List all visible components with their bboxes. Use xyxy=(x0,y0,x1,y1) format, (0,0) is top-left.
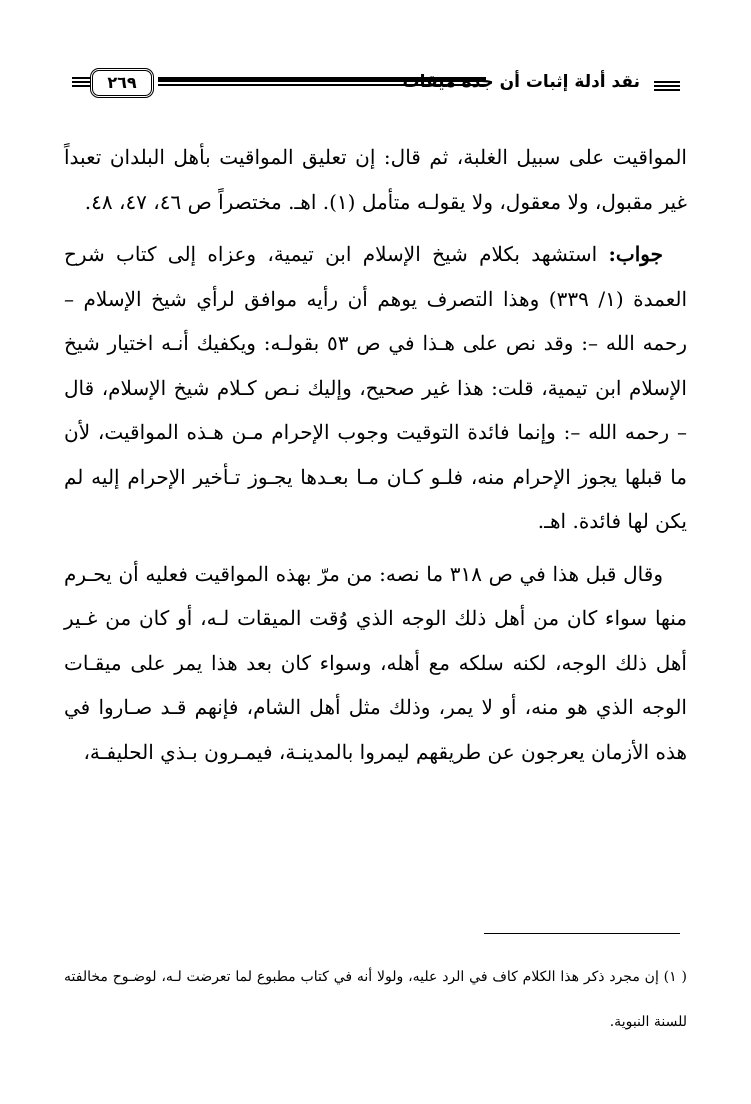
page-number-box xyxy=(90,68,154,98)
running-header xyxy=(72,68,680,104)
paragraph: وقال قبل هذا في ص ٣١٨ ما نصه: من مرّ بهذه المواقيت فعليه أن يحـرم منها سواء كان من أهل ذلك الوجه الذي وُقت الميقات لـه، أو كان من غـير أهل ذلك الوجه، لكنه سلكه مع أهله، وسواء كان بعد هذا يمر على ميقـات الوجه الذي هو منه، أو لا يمر، وذلك مثل أهل الشام، فإنهم قـد صـاروا في هذه الأزمان يعرجون عن طريقهم ليمروا بالمدينـة، فيمـرون بـذي الحليفـة، xyxy=(64,561,687,764)
header-ornament-right xyxy=(654,81,680,91)
answer-label: جواب: xyxy=(608,242,663,266)
footnote: ( ١) إن مجرد ذكر هذا الكلام كاف في الرد عليه، ولولا أنه في كتاب مطبوع لما تعرضت لـه، لوضـوح مخالفته للسنة النبوية. xyxy=(64,969,687,1030)
paragraph: المواقيت على سبيل الغلبة، ثم قال: إن تعليق المواقيت بأهل البلدان تعبداً غير مقبول، ولا معقول، ولا يقولـه متأمل (١). اهـ. مختصراً ص ٤٦، ٤٧، ٤٨. xyxy=(64,145,687,214)
running-title: نقد أدلة إثبات أن جدة ميقات xyxy=(402,72,640,92)
page-number: ٢٦٩ xyxy=(107,73,137,92)
footnote-separator xyxy=(484,933,680,934)
paragraph-text: استشهد بكلام شيخ الإسلام ابن تيمية، وعزاه إلى كتاب شرح العمدة (١/ ٣٣٩) وهذا التصرف يوهم أن رأيه موافق لرأي شيخ الإسلام – رحمه الله –: وقد نص على هـذا في ص ٥٣ بقولـه: ويكفيك أنـه اختيار شيخ الإسلام ابن تيمية، قلت: هذا غير صحيح، وإليك نـص كـلام شيخ الإسلام، قال – رحمه الله –: وإنما فائدة التوقيت وجوب الإحرام مـن هـذه المواقيت، لأن ما قبلها يجوز الإحرام منه، فلـو كـان مـا بعـدها يجـوز تـأخير الإحرام إليه لم يكن لها فائدة. اهـ. xyxy=(64,242,688,533)
main-text xyxy=(64,135,687,774)
header-ornament-left xyxy=(72,77,90,89)
paragraph xyxy=(64,232,687,544)
